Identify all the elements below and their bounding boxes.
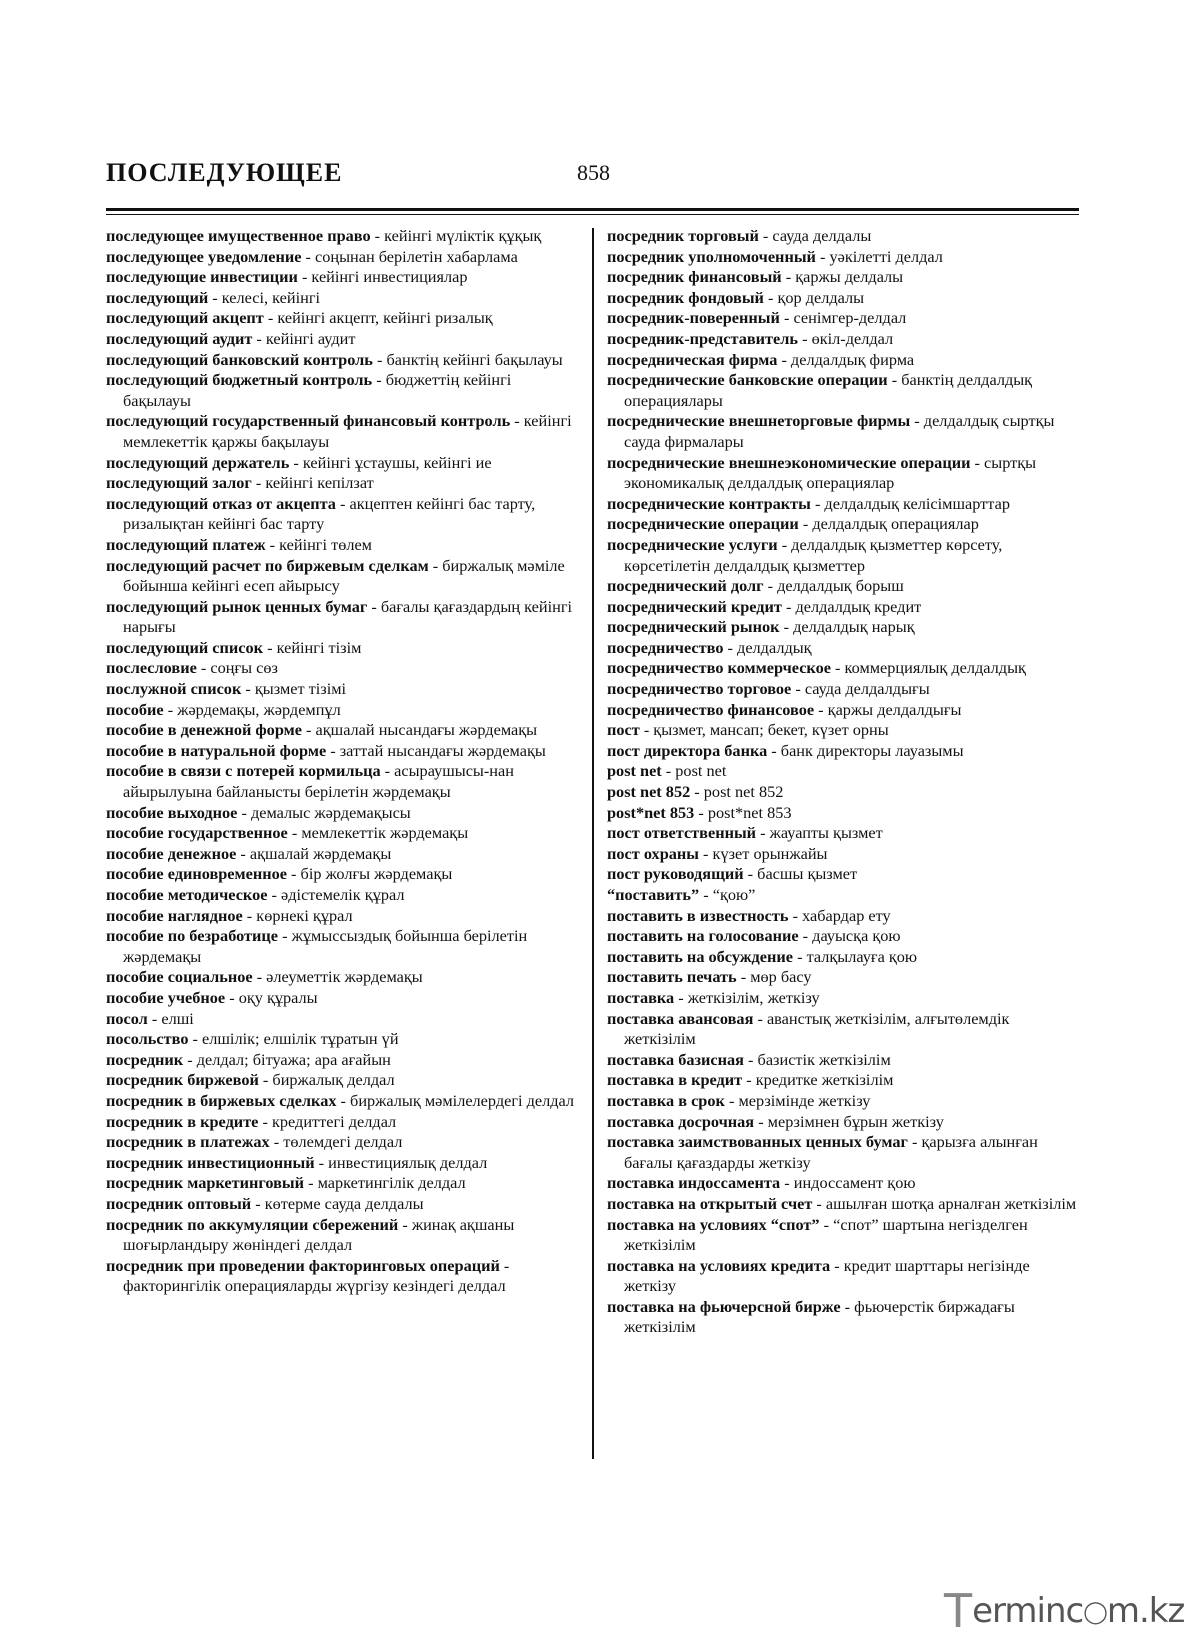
entry-term: посреднические контракты	[607, 493, 811, 513]
entry-translation: - сауда делдалдығы	[791, 679, 930, 699]
dictionary-entry	[106, 288, 582, 309]
entry-translation: - биржалық делдал	[258, 1070, 395, 1090]
entry-translation: - қаржы делдалы	[781, 267, 904, 287]
dictionary-entry	[607, 267, 1077, 288]
entry-term: поставить печать	[607, 967, 737, 987]
dictionary-entry	[106, 1050, 582, 1071]
dictionary-entry	[607, 1173, 1077, 1194]
entry-translation: - қызмет тізімі	[241, 679, 347, 699]
entry-term: посреднические банковские операции	[607, 370, 888, 390]
dictionary-entry	[106, 350, 582, 371]
dictionary-entry	[607, 514, 1077, 535]
entry-translation: - кейінгі инвестициялар	[297, 267, 468, 287]
entry-translation: - мемлекеттік жәрдемақы	[287, 823, 469, 843]
entry-translation: - бағалы қағаздардың кейінгі нарығы	[123, 596, 573, 637]
entry-term: посредник маркетинговый	[106, 1173, 305, 1193]
entry-term: последующий акцепт	[106, 308, 264, 328]
dictionary-entry	[607, 1091, 1077, 1112]
entry-term: послужной список	[106, 679, 242, 699]
column-divider	[592, 228, 594, 1459]
dictionary-entry	[607, 329, 1077, 350]
entry-translation: - кейінгі мемлекеттік қаржы бақылауы	[123, 411, 572, 451]
dictionary-entry	[607, 1297, 1077, 1338]
entry-term: посредническая фирма	[607, 349, 778, 369]
entry-translation: - аванстық жеткізілім, алғытөлемдік жеткізілім	[624, 1008, 1010, 1049]
entry-translation: - банктің делдалдық операциялары	[624, 370, 1033, 410]
entry-term: поставка авансовая	[607, 1008, 754, 1028]
entry-translation: - сенімгер-делдал	[779, 308, 907, 328]
entry-term: последующий список	[106, 637, 264, 657]
entry-translation: - банктің кейінгі бақылауы	[372, 349, 563, 369]
entry-term: посредник-представитель	[607, 328, 799, 348]
entry-term: последующий банковский контроль	[106, 349, 373, 369]
entry-term: пособие методическое	[106, 885, 268, 904]
entry-term: посредник при проведении факторинговых операций	[106, 1255, 500, 1275]
termincom-watermark[interactable]	[944, 1584, 1184, 1638]
entry-term: посреднические внешнеэкономические операции	[607, 452, 971, 472]
dictionary-entry	[607, 1132, 1077, 1173]
entry-term: поставить в известность	[607, 905, 789, 925]
dictionary-entry	[607, 1050, 1077, 1071]
dictionary-entry	[106, 1215, 582, 1256]
entry-term: пособие в связи с потерей кормильца	[106, 761, 381, 781]
entry-term: последующий залог	[106, 473, 252, 493]
entry-translation: - индоссамент қою	[780, 1173, 916, 1193]
entry-translation: - асыраушысы-нан айырылуына байланысты берілетін жәрдемақы	[123, 761, 514, 802]
dictionary-entry	[607, 885, 1077, 906]
dictionary-entry	[607, 803, 1077, 824]
entry-translation: - демалыс жәрдемақысы	[237, 802, 411, 822]
entry-term: поставка	[607, 987, 675, 1007]
dictionary-entry	[607, 1112, 1077, 1133]
dictionary-entry	[106, 329, 582, 350]
entry-term: пособие в денежной форме	[106, 720, 302, 740]
dictionary-entry	[607, 988, 1077, 1009]
entry-translation: - делдалдық борыш	[763, 576, 904, 596]
entry-term: поставить на обсуждение	[607, 946, 794, 966]
entry-term: post net	[607, 761, 662, 781]
entry-term: посредник-поверенный	[607, 308, 780, 328]
dictionary-entry	[607, 741, 1077, 762]
entry-translation: - биржалық мәміле бойынша кейінгі есеп айырысу	[123, 555, 565, 596]
dictionary-entry	[607, 1194, 1077, 1215]
dictionary-entry	[607, 782, 1077, 803]
header-rule-thin	[106, 214, 1079, 215]
entry-term: послесловие	[106, 658, 197, 678]
entry-translation: - “спот” шартына негізделген жеткізілім	[624, 1214, 1028, 1255]
dictionary-entry	[106, 741, 582, 762]
entry-translation: - кейінгі ұстаушы, кейінгі ие	[289, 452, 492, 472]
entry-term: пост охраны	[607, 843, 699, 863]
entry-translation: - мөр басу	[736, 967, 812, 987]
entry-translation: - post net	[661, 761, 727, 781]
dictionary-entry	[106, 803, 582, 824]
entry-translation: - маркетингілік делдал	[304, 1173, 466, 1193]
entry-term: пост руководящий	[607, 864, 744, 884]
entry-term: посредник в платежах	[106, 1132, 270, 1152]
dictionary-entry	[607, 700, 1077, 721]
entry-term: посредник в кредите	[106, 1111, 259, 1131]
dictionary-entry	[106, 761, 582, 802]
dictionary-entry	[106, 988, 582, 1009]
entry-translation: - соңынан берілетін хабарлама	[301, 246, 518, 266]
entry-term: последующие инвестиции	[106, 267, 298, 287]
entry-translation: - делдалдық фирма	[777, 349, 915, 369]
dictionary-entry	[607, 1009, 1077, 1050]
entry-translation: - факторингілік операцияларды жүргізу кезіндегі делдал	[123, 1255, 510, 1296]
dictionary-entry	[607, 411, 1077, 452]
entry-term: посреднические услуги	[607, 534, 778, 554]
entry-term: посредник в биржевых сделках	[106, 1090, 337, 1110]
entry-term: пособие государственное	[106, 823, 288, 843]
dictionary-entry	[106, 1153, 582, 1174]
entry-translation: - ашылған шотқа арналған жеткізілім	[812, 1193, 1077, 1213]
entry-translation: - оқу құралы	[225, 987, 318, 1007]
dictionary-entry	[106, 267, 582, 288]
entry-term: посреднические внешнеторговые фирмы	[607, 411, 911, 431]
entry-translation: - сауда делдалы	[758, 226, 872, 245]
entry-term: пособие наглядное	[106, 905, 243, 925]
entry-term: последующее уведомление	[106, 246, 302, 266]
entry-term: поставить на голосование	[607, 926, 799, 946]
entry-term: поставка на открытый счет	[607, 1193, 813, 1213]
entry-term: посредничество торговое	[607, 679, 792, 699]
entry-translation: - соңғы сөз	[196, 658, 278, 678]
header-rule-thick	[106, 208, 1079, 211]
dictionary-entry	[106, 411, 582, 452]
entry-term: поставка базисная	[607, 1049, 744, 1069]
entry-translation: - кейінгі мүліктік құқық	[370, 226, 542, 245]
entry-translation: - кредиттегі делдал	[258, 1111, 397, 1131]
entry-translation: - делдалдық нарық	[779, 617, 915, 637]
entry-term: посредник по аккумуляции сбережений	[106, 1214, 399, 1234]
dictionary-entry	[607, 597, 1077, 618]
entry-translation: - мерзімінде жеткізу	[724, 1090, 871, 1110]
dictionary-entry	[106, 370, 582, 411]
watermark-o-glyph: ◯	[1083, 1600, 1107, 1625]
dictionary-entry	[106, 823, 582, 844]
dictionary-entry	[106, 597, 582, 638]
entry-translation: - қарызға алынған бағалы қағаздарды жеткізу	[624, 1132, 1038, 1172]
entry-term: посредник	[106, 1049, 184, 1069]
dictionary-entry	[607, 1256, 1077, 1297]
entry-term: пособие единовременное	[106, 864, 287, 884]
entry-term: последующий держатель	[106, 452, 290, 472]
entry-term: посредничество	[607, 637, 724, 657]
entry-term: “поставить”	[607, 885, 700, 904]
entry-translation: - дауысқа қою	[798, 926, 901, 946]
entry-term: поставка в кредит	[607, 1070, 743, 1090]
entry-translation: - мерзімнен бұрын жеткізу	[754, 1111, 944, 1131]
dictionary-entry	[607, 720, 1077, 741]
entry-term: последующий бюджетный контроль	[106, 370, 373, 390]
entry-term: последующий отказ от акцепта	[106, 493, 336, 513]
entry-term: посреднический кредит	[607, 596, 782, 616]
entry-translation: - кейінгі аудит	[252, 328, 356, 348]
entry-term: посредник биржевой	[106, 1070, 259, 1090]
entry-translation: - делдалдық сыртқы сауда фирмалары	[624, 411, 1055, 451]
entry-term: post*net 853	[607, 802, 695, 822]
entry-translation: - кейінгі кепілзат	[251, 473, 374, 493]
entry-term: пособие учебное	[106, 987, 226, 1007]
entry-translation: - делдалдық келісімшарттар	[810, 493, 1010, 513]
entry-term: поставка на условиях “спот”	[607, 1214, 820, 1234]
entry-translation: - жинақ ақшаны шоғырландыру жөніндегі делдал	[123, 1214, 515, 1255]
dictionary-entry	[106, 658, 582, 679]
entry-translation: - биржалық мәмілелердегі делдал	[336, 1090, 575, 1110]
entry-translation: - жеткізілім, жеткізу	[674, 987, 820, 1007]
entry-term: пособие выходное	[106, 802, 238, 822]
entry-translation: - елші	[147, 1008, 194, 1028]
dictionary-entry	[106, 885, 582, 906]
dictionary-entry	[607, 453, 1077, 494]
entry-translation: - делдалдық кредит	[781, 596, 922, 616]
dictionary-entry	[607, 576, 1077, 597]
watermark-letter-t: T	[944, 1584, 972, 1638]
dictionary-entry	[106, 679, 582, 700]
entry-term: посредник фондовый	[607, 287, 764, 307]
dictionary-entry	[106, 906, 582, 927]
entry-translation: - делдалдық қызметтер көрсету, көрсетілетін делдалдық қызметтер	[624, 534, 1003, 575]
dictionary-entry	[607, 864, 1077, 885]
right-column	[607, 226, 1077, 1338]
dictionary-entry	[607, 494, 1077, 515]
entry-translation: - “қою”	[699, 885, 756, 904]
entry-term: пособие в натуральной форме	[106, 740, 327, 760]
dictionary-entry	[106, 1009, 582, 1030]
entry-term: поставка заимствованных ценных бумаг	[607, 1132, 908, 1152]
entry-term: посреднические операции	[607, 514, 799, 534]
dictionary-entry	[607, 761, 1077, 782]
entry-translation: - банк директоры лауазымы	[767, 740, 964, 760]
dictionary-entry	[106, 473, 582, 494]
entry-term: посредник финансовый	[607, 267, 782, 287]
entry-translation: - уәкілетті делдал	[815, 246, 943, 266]
entry-translation: - коммерциялық делдалдық	[830, 658, 1026, 678]
dictionary-entry	[607, 926, 1077, 947]
entry-translation: - кредит шарттары негізінде жеткізу	[624, 1255, 1030, 1296]
dictionary-entry	[106, 226, 582, 247]
dictionary-entry	[607, 370, 1077, 411]
dictionary-entry	[106, 844, 582, 865]
entry-term: посреднический рынок	[607, 617, 780, 637]
entry-translation: - қызмет, мансап; бекет, күзет орны	[639, 720, 889, 740]
dictionary-entry	[106, 700, 582, 721]
entry-translation: - кредитке жеткізілім	[742, 1070, 894, 1090]
dictionary-entry	[607, 947, 1077, 968]
entry-term: пособие по безработице	[106, 926, 279, 946]
dictionary-entry	[106, 1256, 582, 1297]
dictionary-entry	[106, 926, 582, 967]
dictionary-entry	[607, 288, 1077, 309]
dictionary-entry	[106, 720, 582, 741]
entry-term: пост	[607, 720, 640, 740]
dictionary-entry	[106, 308, 582, 329]
entry-term: пост директора банка	[607, 740, 768, 760]
entry-translation: - сыртқы экономикалық делдалдық операциялар	[624, 452, 1037, 493]
entry-translation: - заттай нысандағы жәрдемақы	[326, 740, 546, 760]
entry-term: посол	[106, 1008, 148, 1028]
dictionary-entry	[607, 844, 1077, 865]
entry-term: последующий рынок ценных бумаг	[106, 596, 368, 616]
dictionary-entry	[607, 617, 1077, 638]
entry-translation: - делдалдық	[723, 637, 812, 657]
entry-translation: - көрнекі құрал	[242, 905, 353, 925]
left-column	[106, 226, 582, 1297]
entry-term: посредничество коммерческое	[607, 658, 831, 678]
dictionary-entry	[106, 864, 582, 885]
entry-translation: - post net 852	[690, 782, 784, 802]
entry-translation: - көтерме сауда делдалы	[251, 1193, 424, 1213]
dictionary-entry	[106, 1070, 582, 1091]
dictionary-entry	[607, 638, 1077, 659]
dictionary-entry	[106, 1173, 582, 1194]
dictionary-entry	[106, 556, 582, 597]
entry-translation: - төлемдегі делдал	[269, 1132, 403, 1152]
entry-term: посредник торговый	[607, 226, 759, 245]
page-number: 858	[577, 160, 610, 185]
entry-term: последующий расчет по биржевым сделкам	[106, 555, 429, 575]
dictionary-entry	[106, 1091, 582, 1112]
entry-term: последующий государственный финансовый контроль	[106, 411, 511, 431]
entry-term: пособие социальное	[106, 967, 253, 987]
dictionary-entry	[106, 638, 582, 659]
dictionary-entry	[607, 1215, 1077, 1256]
dictionary-entry	[106, 967, 582, 988]
entry-translation: - инвестициялық делдал	[314, 1152, 488, 1172]
entry-translation: - делдал; бітуажа; ара ағайын	[183, 1049, 391, 1069]
dictionary-entry	[106, 535, 582, 556]
dictionary-entry	[607, 658, 1077, 679]
dictionary-entry	[607, 247, 1077, 268]
dictionary-entry	[106, 453, 582, 474]
entry-term: пост ответственный	[607, 823, 757, 843]
watermark-suffix: m.kz	[1106, 1591, 1184, 1631]
entry-term: поставка на условиях кредита	[607, 1255, 831, 1275]
entry-translation: - акцептен кейінгі бас тарту, ризалықтан кейінгі бас тарту	[123, 493, 536, 534]
entry-translation: - күзет орынжайы	[698, 843, 828, 863]
entry-translation: - делдалдық операциялар	[798, 514, 979, 534]
entry-term: посредник оптовый	[106, 1193, 252, 1213]
dictionary-entry	[607, 350, 1077, 371]
entry-term: посредник инвестиционный	[106, 1152, 315, 1172]
entry-translation: - бюджеттің кейінгі бақылауы	[123, 370, 512, 410]
watermark-text: erminc	[972, 1591, 1084, 1631]
entry-translation: - басшы қызмет	[743, 864, 858, 884]
dictionary-entry	[106, 1194, 582, 1215]
entry-term: последующий платеж	[106, 534, 266, 554]
entry-translation: - post*net 853	[694, 802, 792, 822]
entry-term: посольство	[106, 1029, 189, 1049]
entry-translation: - хабардар ету	[788, 905, 891, 925]
entry-translation: - ақшалай нысандағы жәрдемақы	[301, 720, 538, 740]
entry-term: последующее имущественное право	[106, 226, 371, 245]
entry-term: поставка в срок	[607, 1090, 725, 1110]
entry-translation: - бір жолғы жәрдемақы	[286, 864, 453, 884]
entry-term: поставка на фьючерсной бирже	[607, 1296, 841, 1316]
page-header-title: ПОСЛЕДУЮЩЕЕ	[106, 158, 343, 187]
dictionary-entry	[607, 906, 1077, 927]
entry-translation: - кейінгі төлем	[265, 534, 372, 554]
entry-translation: - ақшалай жәрдемақы	[236, 843, 392, 863]
entry-term: пособие денежное	[106, 843, 237, 863]
dictionary-entry	[607, 308, 1077, 329]
entry-translation: - талқылауға қою	[793, 946, 918, 966]
entry-term: посредничество финансовое	[607, 699, 815, 719]
dictionary-entry	[607, 535, 1077, 576]
entry-translation: - фьючерстік биржадағы жеткізілім	[624, 1296, 1015, 1337]
entry-translation: - қаржы делдалдығы	[814, 699, 962, 719]
entry-translation: - әлеуметтік жәрдемақы	[252, 967, 423, 987]
entry-translation: - елшілік; елшілік тұратын үй	[188, 1029, 399, 1049]
entry-term: посреднический долг	[607, 576, 764, 596]
entry-term: последующий аудит	[106, 328, 253, 348]
entry-translation: - жәрдемақы, жәрдемпұл	[163, 699, 341, 719]
entry-translation: - жауапты қызмет	[756, 823, 883, 843]
dictionary-entry	[106, 1132, 582, 1153]
dictionary-entry	[607, 967, 1077, 988]
dictionary-entry	[607, 679, 1077, 700]
entry-term: пособие	[106, 699, 164, 719]
dictionary-entry	[106, 247, 582, 268]
entry-translation: - кейінгі акцепт, кейінгі ризалық	[263, 308, 493, 328]
dictionary-entry	[106, 494, 582, 535]
dictionary-entry	[607, 1070, 1077, 1091]
entry-translation: - кейінгі тізім	[263, 637, 362, 657]
entry-translation: - әдістемелік құрал	[267, 885, 405, 904]
dictionary-entry	[607, 226, 1077, 247]
entry-translation: - келесі, кейінгі	[208, 287, 321, 307]
entry-translation: - өкіл-делдал	[798, 328, 894, 348]
entry-translation: - жұмыссыздық бойынша берілетін жәрдемақы	[123, 926, 528, 966]
entry-term: поставка досрочная	[607, 1111, 755, 1131]
entry-translation: - қор делдалы	[763, 287, 865, 307]
entry-term: поставка индоссамента	[607, 1173, 781, 1193]
dictionary-entry	[607, 823, 1077, 844]
entry-term: post net 852	[607, 782, 691, 802]
dictionary-entry	[106, 1029, 582, 1050]
entry-translation: - базистік жеткізілім	[743, 1049, 891, 1069]
entry-term: последующий	[106, 287, 209, 307]
dictionary-entry	[106, 1112, 582, 1133]
entry-term: посредник уполномоченный	[607, 246, 816, 266]
